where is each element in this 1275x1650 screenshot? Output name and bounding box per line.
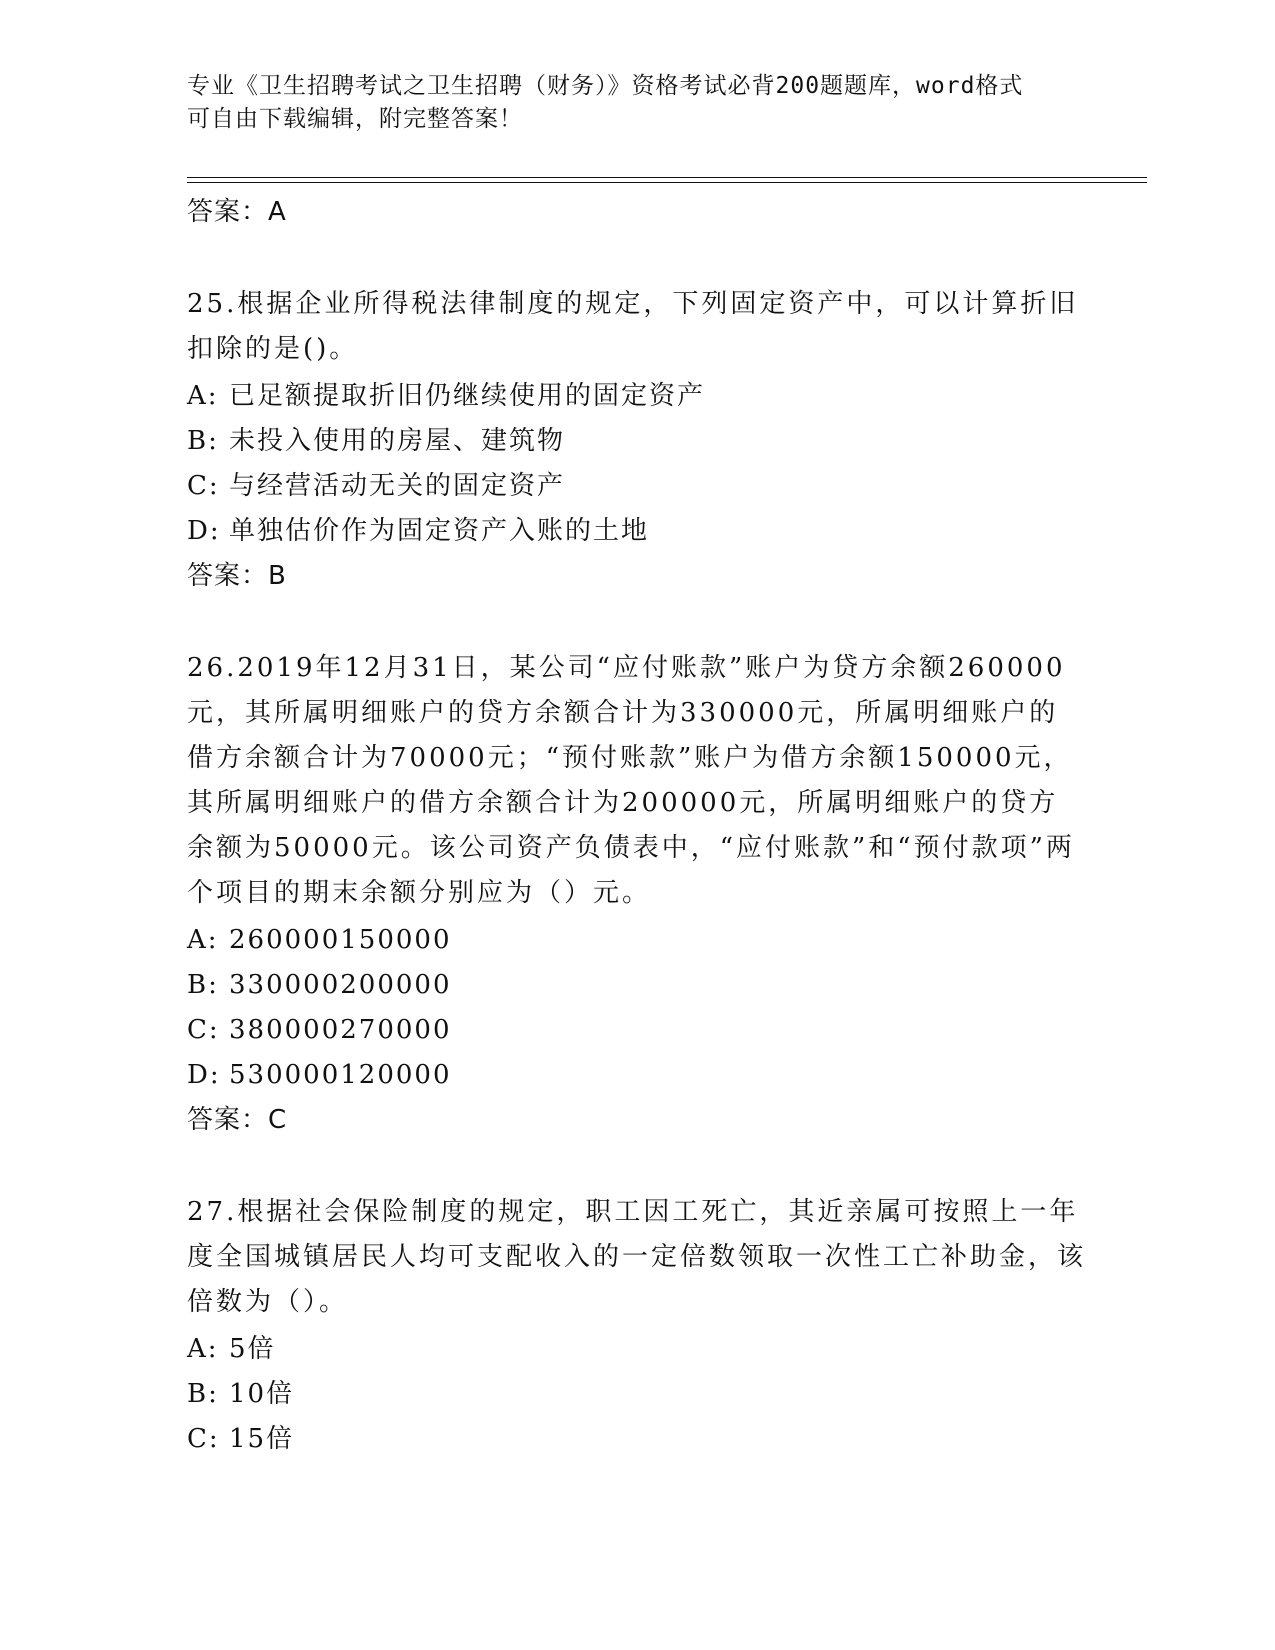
document-header xyxy=(187,70,1067,136)
option-letter: D: xyxy=(187,516,221,546)
option-c xyxy=(187,464,1087,509)
option-c xyxy=(187,1417,1087,1462)
option-letter: A: xyxy=(187,1334,219,1364)
option-letter: A: xyxy=(187,381,219,411)
option-a xyxy=(187,1327,1087,1372)
answer-line: 答案：C xyxy=(187,1105,288,1135)
question-26 xyxy=(187,646,1087,1140)
question-stem: 27.根据社会保险制度的规定，职工因工死亡，其近亲属可按照上一年度全国城镇居民人均可支配收入的一定倍数领取一次性工亡补助金，该倍数为（）。 xyxy=(187,1197,1087,1317)
option-text: 330000200000 xyxy=(229,970,452,1000)
option-d xyxy=(187,509,1087,554)
option-text: 530000120000 xyxy=(229,1060,452,1090)
option-letter: A: xyxy=(187,925,219,955)
option-b xyxy=(187,963,1087,1008)
option-letter: B: xyxy=(187,1379,219,1409)
option-text: 未投入使用的房屋、建筑物 xyxy=(229,426,566,456)
option-list xyxy=(187,1327,1087,1462)
option-text: 10倍 xyxy=(229,1379,295,1409)
option-letter: B: xyxy=(187,970,219,1000)
option-text: 380000270000 xyxy=(229,1015,452,1045)
answer-line: 答案：B xyxy=(187,561,287,591)
option-list xyxy=(187,374,1087,554)
question-27 xyxy=(187,1190,1087,1462)
option-letter: C: xyxy=(187,471,220,501)
option-text: 15倍 xyxy=(229,1424,295,1454)
option-text: 单独估价作为固定资产入账的土地 xyxy=(229,516,650,546)
question-stem: 25.根据企业所得税法律制度的规定，下列固定资产中，可以计算折旧扣除的是()。 xyxy=(187,289,1079,364)
option-letter: B: xyxy=(187,426,219,456)
header-rule-thick xyxy=(187,177,1147,178)
option-list xyxy=(187,918,1087,1098)
header-rule-thin xyxy=(187,182,1147,183)
option-c xyxy=(187,1008,1087,1053)
option-letter: C: xyxy=(187,1015,220,1045)
header-line-2: 可自由下载编辑，附完整答案！ xyxy=(187,106,523,132)
option-text: 5倍 xyxy=(229,1334,276,1364)
option-letter: D: xyxy=(187,1060,221,1090)
header-line-1: 专业《卫生招聘考试之卫生招聘（财务）》资格考试必背200题题库，word格式 xyxy=(187,73,1024,99)
option-text: 已足额提取折旧仍继续使用的固定资产 xyxy=(229,381,706,411)
document-body xyxy=(187,192,1087,1462)
option-a xyxy=(187,374,1087,419)
option-text: 260000150000 xyxy=(229,925,452,955)
option-b xyxy=(187,1372,1087,1417)
answer-line: 答案：A xyxy=(187,197,287,227)
question-stem: 26.2019年12月31日，某公司“应付账款”账户为贷方余额260000元，其所属明细账户的贷方余额合计为330000元，所属明细账户的借方余额合计为70000元；“预付账款”账户为借方余额150000元，其所属明细账户的借方余额合计为200000元，所属明细账户的贷方余额为50000元。该公司资产负债表中，“应付账款”和“预付款项”两个项目的期末余额分别应为（）元。 xyxy=(187,653,1075,908)
option-b xyxy=(187,419,1087,464)
option-a xyxy=(187,918,1087,963)
option-d xyxy=(187,1053,1087,1098)
question-25 xyxy=(187,282,1087,596)
option-text: 与经营活动无关的固定资产 xyxy=(229,471,566,501)
option-letter: C: xyxy=(187,1424,220,1454)
